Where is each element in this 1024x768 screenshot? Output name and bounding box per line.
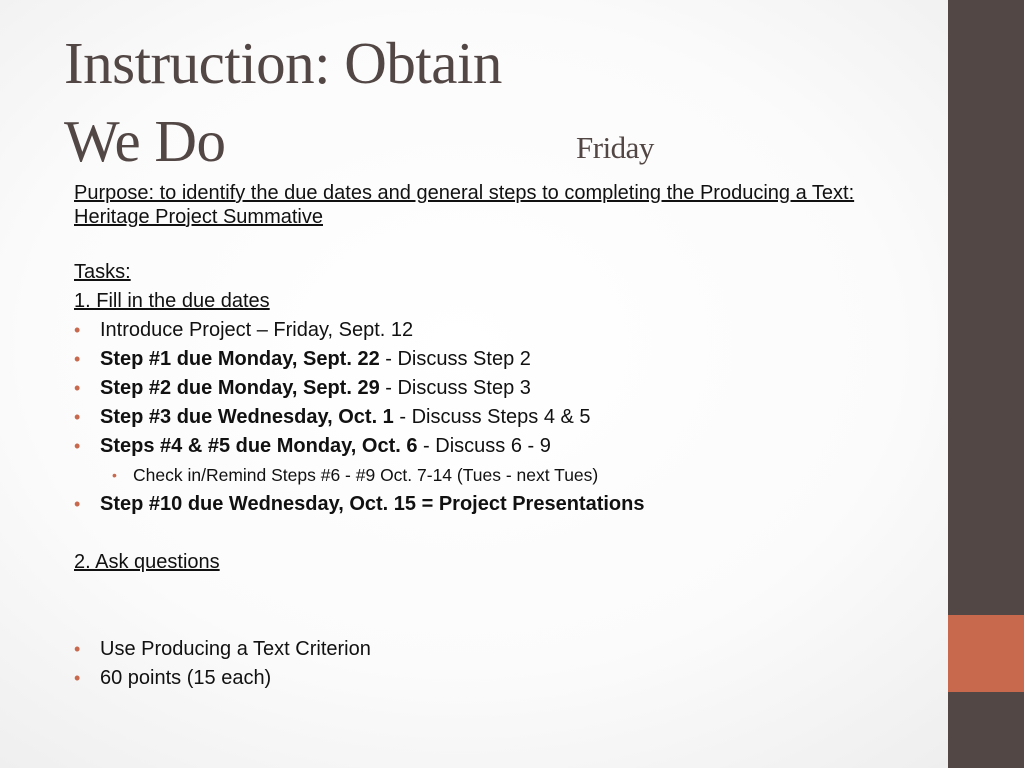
list-item [74,316,904,345]
task-2-heading: 2. Ask questions [74,551,220,573]
title-day: Friday [576,130,654,165]
list-item: • 60 points (15 each) [74,664,904,693]
list-item-bold: Step #3 due Wednesday, Oct. 1 [100,406,394,428]
schedule-list [74,316,904,519]
tasks-label: Tasks: [74,261,131,283]
title-line-2: We Do [64,108,226,174]
list-item: • Use Producing a Text Criterion [74,635,904,664]
slide-body [74,181,904,693]
list-item-text: - Discuss Step 2 [379,348,531,370]
spacer [74,577,904,635]
slide-title [64,24,764,180]
list-item [74,403,904,432]
list-item-bold: Step #2 due Monday, Sept. 29 [100,377,380,399]
side-accent-block [948,615,1024,692]
sub-list-item-text: Check in/Remind Steps #6 - #9 Oct. 7-14 (Tues - next Tues) [133,465,599,485]
list-item-text: Introduce Project – Friday, Sept. 12 [100,319,414,341]
list-item-bold: Step #10 due Wednesday, Oct. 15 = Project Presentations [100,493,645,515]
spacer [74,519,904,548]
criteria-list [74,635,904,693]
list-item-text: - Discuss Steps 4 & 5 [393,406,591,428]
sub-list-item [74,461,904,490]
purpose-text: Purpose: to identify the due dates and general steps to completing the Producing a Text: Heritage Project Summative [74,182,855,228]
list-item [74,345,904,374]
list-item [74,490,904,519]
list-item-bold: Step #1 due Monday, Sept. 22 [100,348,380,370]
task-1-heading: 1. Fill in the due dates [74,290,270,312]
title-line-1: Instruction: Obtain [64,30,502,96]
list-item [74,432,904,461]
list-item [74,374,904,403]
list-item-text: - Discuss 6 - 9 [417,435,551,457]
list-item-bold: Steps #4 & #5 due Monday, Oct. 6 [100,435,418,457]
list-item-text: - Discuss Step 3 [379,377,531,399]
